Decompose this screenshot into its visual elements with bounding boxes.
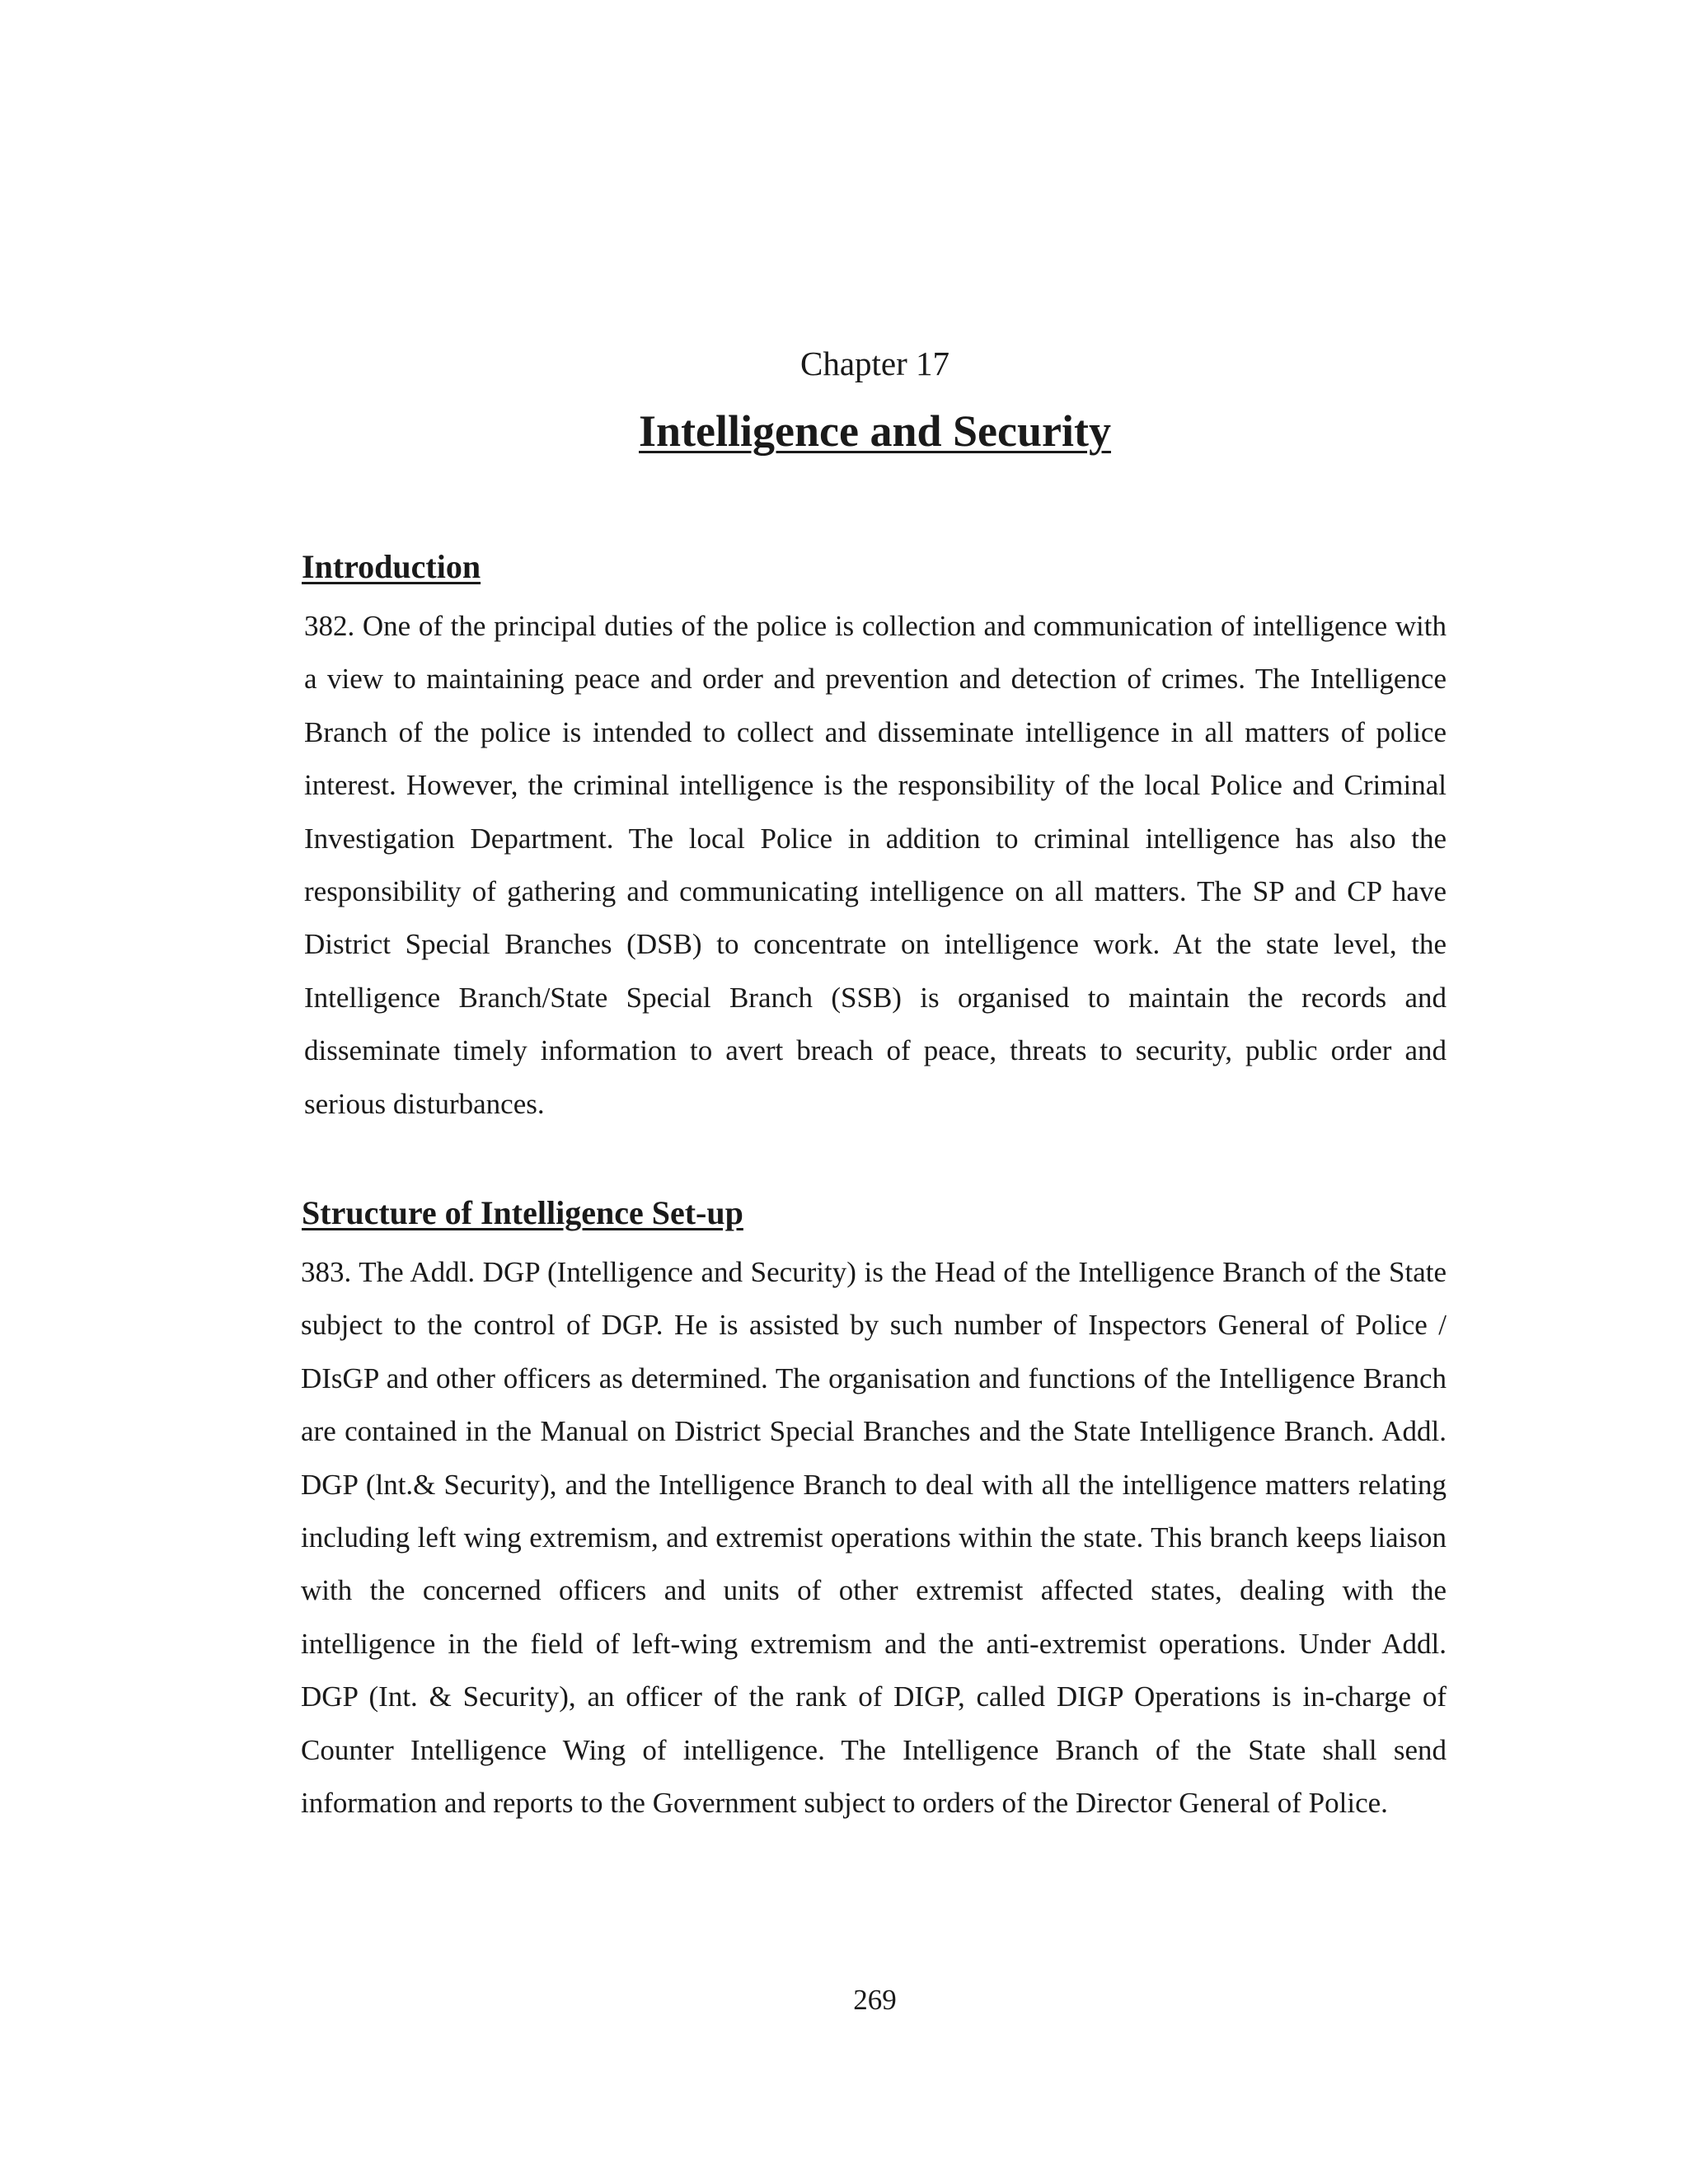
section-heading-introduction: Introduction [302,548,481,585]
chapter-label: Chapter 17 [799,344,950,382]
paragraph-382: 382. One of the principal duties of the police is collection and communication of intelligence with a view to maintaining peace and order and prevention and detection of crimes. The Intelligence Branch of the police is intended to collect and disseminate intelligence in all matters of police interest. However, the criminal intelligence is the responsibility of the local Police and Criminal Investigation Department. The local Police in addition to criminal intelligence has also the responsibility of gathering and communicating intelligence on all matters. The SP and CP have District Special Branches (DSB) to concentrate on intelligence work. At the state level, the Intelligence Branch/State Special Branch (SSB) is organised to maintain the records and disseminate timely information to avert breach of peace, threats to security, public order and serious disturbances. [304,610,1447,1120]
paragraph-383: 383. The Addl. DGP (Intelligence and Security) is the Head of the Intelligence Branch of the State subject to the control of DGP. He is assisted by such number of Inspectors General of Police / DIsGP and other officers as determined. The organisation and functions of the Intelligence Branch are contained in the Manual on District Special Branches and the State Intelligence Branch. Addl. DGP (lnt.& Security), and the Intelligence Branch to deal with all the intelligence matters relating including left wing extremism, and extremist operations within the state. This branch keeps liaison with the concerned officers and units of other extremist affected states, dealing with the intelligence in the field of left-wing extremism and the anti-extremist operations. Under Addl. DGP (Int. & Security), an officer of the rank of DIGP, called DIGP Operations is in-charge of Counter Intelligence Wing of intelligence. The Intelligence Branch of the State shall send information and reports to the Government subject to orders of the Director General of Police. [301,1256,1447,1820]
section-heading-structure: Structure of Intelligence Set-up [302,1194,743,1231]
page-number: 269 [853,1984,897,2016]
chapter-title: Intelligence and Security [639,406,1111,456]
